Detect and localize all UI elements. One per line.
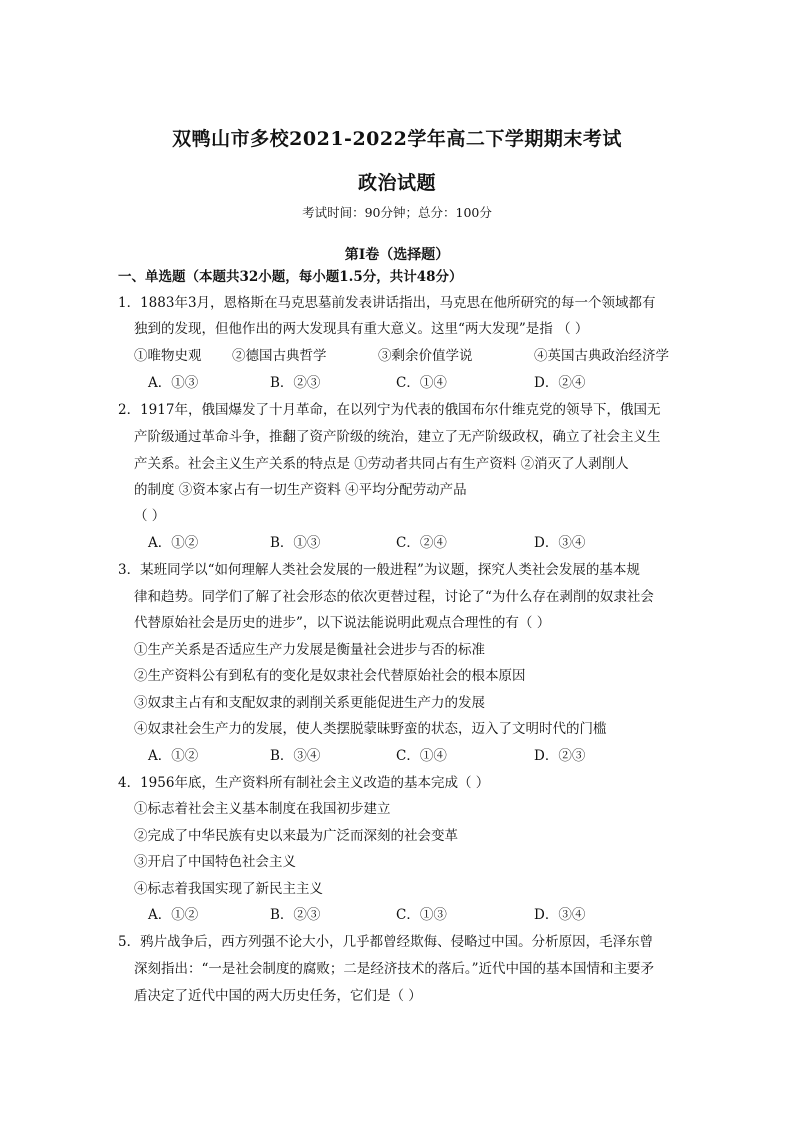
question-4-item: ③开启了中国特色社会主义 — [134, 854, 296, 870]
question-2-option-c[interactable]: C．②④ — [396, 535, 447, 551]
question-2-line: 产阶级通过革命斗争，推翻了资产阶级的统治，建立了无产阶级政权，确立了社会主义生 — [134, 429, 661, 445]
question-3-item: ①生产关系是否适应生产力发展是衡量社会进步与否的标准 — [134, 642, 485, 658]
question-3-line: 代替原始社会是历史的进步”，以下说法能说明此观点合理性的有（ ） — [134, 615, 551, 631]
question-4-option-d[interactable]: D．③④ — [534, 907, 586, 923]
exam-title: 双鸭山市多校2021-2022学年高二下学期期末考试 — [172, 128, 622, 150]
question-4-option-c[interactable]: C．①③ — [396, 907, 447, 923]
question-2-option-b[interactable]: B．①③ — [270, 535, 321, 551]
question-4-option-b[interactable]: B．②③ — [270, 907, 321, 923]
exam-meta: 考试时间：90分钟；总分：100分 — [302, 205, 492, 220]
question-5-line: 盾决定了近代中国的两大历史任务，它们是（ ） — [134, 988, 422, 1004]
question-1-line: 独到的发现，但他作出的两大发现具有重大意义。这里“两大发现”是指 （ ） — [134, 321, 589, 337]
section-heading: 一、单选题（本题共32小题，每小题1.5分，共计48分） — [118, 269, 463, 285]
question-1-option-a[interactable]: A．①③ — [148, 375, 199, 391]
question-2-line: 的制度 ③资本家占有一切生产资料 ④平均分配劳动产品 — [134, 482, 467, 498]
exam-subtitle: 政治试题 — [357, 172, 436, 194]
question-3-line: 律和趋势。同学们了解了社会形态的依次更替过程，讨论了“为什么存在剥削的奴隶社会 — [134, 589, 654, 605]
question-5-line: 深刻指出：“一是社会制度的腐败；二是经济技术的落后。”近代中国的基本国情和主要矛 — [134, 961, 655, 977]
question-1-line: 1．1883年3月，恩格斯在马克思墓前发表讲话指出，马克思在他所研究的每一个领域都有 — [118, 295, 656, 311]
question-4-item: ①标志着社会主义基本制度在我国初步建立 — [134, 801, 391, 817]
question-2-line: 2．1917年，俄国爆发了十月革命，在以列宁为代表的俄国布尔什维克党的领导下，俄国无 — [118, 402, 661, 418]
question-3-item: ③奴隶主占有和支配奴隶的剥削关系更能促进生产力的发展 — [134, 695, 485, 711]
question-1-option-c[interactable]: C．①④ — [396, 375, 447, 391]
question-3-item: ②生产资料公有到私有的变化是奴隶社会代替原始社会的根本原因 — [134, 668, 526, 684]
question-1-item: ②德国古典哲学 — [232, 348, 327, 364]
question-2-option-a[interactable]: A．①② — [148, 535, 199, 551]
question-3-option-d[interactable]: D．②③ — [534, 748, 586, 764]
question-2-line: 产关系。社会主义生产关系的特点是 ①劳动者共同占有生产资料 ②消灭了人剥削人 — [134, 456, 629, 472]
question-2-line: （ ） — [134, 508, 166, 524]
question-4-item: ②完成了中华民族有史以来最为广泛而深刻的社会变革 — [134, 828, 458, 844]
question-4-option-a[interactable]: A．①② — [148, 907, 199, 923]
question-3-line: 3．某班同学以“如何理解人类社会发展的一般进程”为议题，探究人类社会发展的基本规 — [118, 562, 640, 578]
question-4-line: 4．1956年底，生产资料所有制社会主义改造的基本完成（ ） — [118, 775, 490, 791]
question-3-option-a[interactable]: A．①② — [148, 748, 199, 764]
question-1-option-d[interactable]: D．②④ — [534, 375, 586, 391]
question-1-item: ①唯物史观 — [134, 348, 202, 364]
question-2-option-d[interactable]: D．③④ — [534, 535, 586, 551]
question-1-item: ③剩余价值学说 — [378, 348, 473, 364]
question-3-item: ④奴隶社会生产力的发展，使人类摆脱蒙昧野蛮的状态，迈入了文明时代的门槛 — [134, 721, 607, 737]
question-5-line: 5．鸦片战争后，西方列强不论大小，几乎都曾经欺侮、侵略过中国。分析原因，毛泽东曾 — [118, 934, 654, 950]
question-1-item: ④英国古典政治经济学 — [534, 348, 669, 364]
question-3-option-c[interactable]: C．①④ — [396, 748, 447, 764]
question-4-item: ④标志着我国实现了新民主主义 — [134, 881, 323, 897]
question-3-option-b[interactable]: B．③④ — [270, 748, 321, 764]
part-heading: 第Ⅰ卷（选择题） — [344, 247, 450, 263]
question-1-option-b[interactable]: B．②③ — [270, 375, 321, 391]
